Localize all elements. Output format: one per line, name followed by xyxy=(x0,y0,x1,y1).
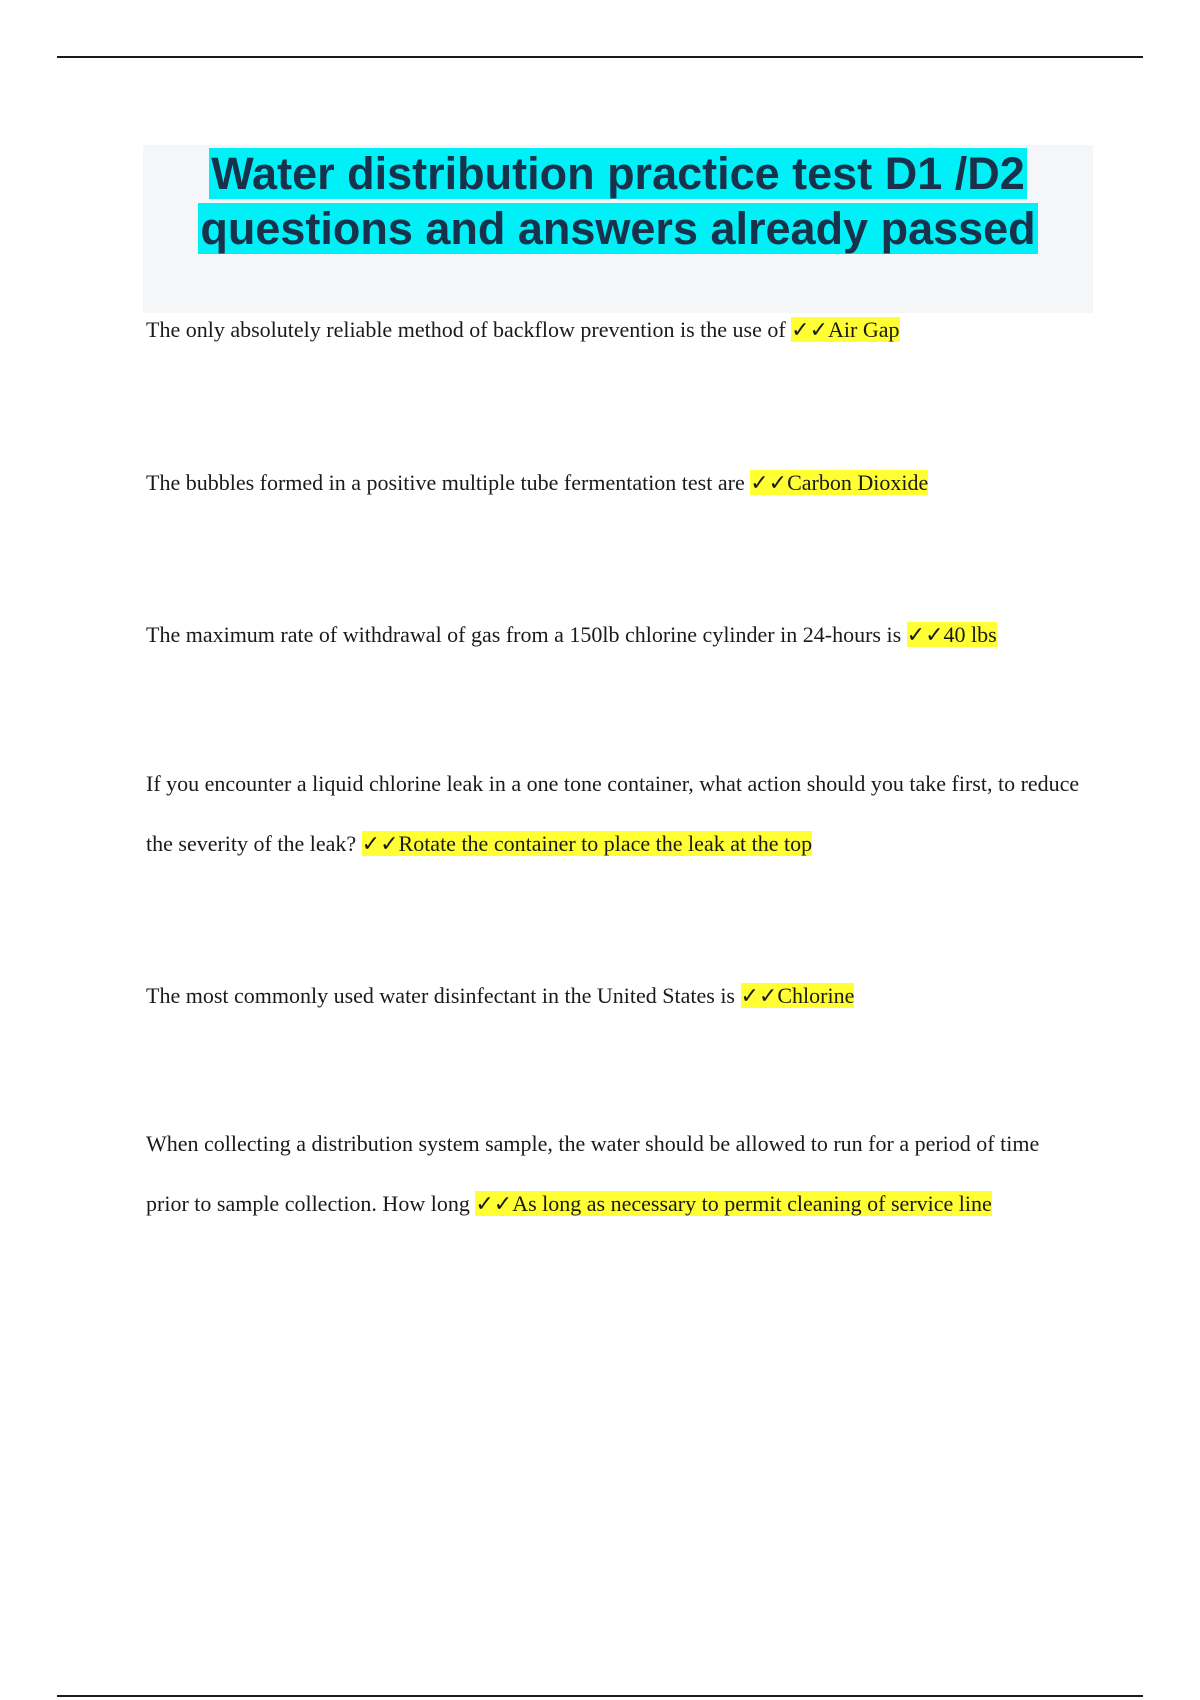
answer-highlight xyxy=(907,622,997,647)
answer-highlight xyxy=(475,1191,991,1216)
question-text: The bubbles formed in a positive multiple tube fermentation test are xyxy=(146,470,751,495)
qa-item xyxy=(146,605,1086,665)
qa-item xyxy=(146,1114,1086,1234)
answer-highlight xyxy=(741,983,855,1008)
qa-item xyxy=(146,453,1086,513)
answer-highlight xyxy=(750,470,928,495)
check-icon: ✓✓ xyxy=(475,1191,513,1216)
check-icon: ✓✓ xyxy=(791,317,829,342)
answer-text: 40 lbs xyxy=(943,622,997,647)
qa-item xyxy=(146,966,1086,1026)
qa-item xyxy=(146,300,1086,360)
answer-text: Rotate the container to place the leak at the top xyxy=(398,831,813,856)
check-icon: ✓✓ xyxy=(906,622,944,647)
question-text: The maximum rate of withdrawal of gas from a 150lb chlorine cylinder in 24-hours is xyxy=(146,622,907,647)
question-text: When collecting a distribution system sample, the water should be allowed to run for a period of time prior to sample collection. How long xyxy=(146,1131,1040,1216)
answer-highlight xyxy=(362,831,812,856)
question-text: The most commonly used water disinfectant in the United States is xyxy=(146,983,741,1008)
answer-text: As long as necessary to permit cleaning of service line xyxy=(512,1191,992,1216)
title-line-1: Water distribution practice test D1 /D2 xyxy=(211,148,1025,199)
bottom-rule xyxy=(57,1695,1143,1697)
qa-item xyxy=(146,754,1086,874)
check-icon: ✓✓ xyxy=(740,983,778,1008)
check-icon: ✓✓ xyxy=(361,831,399,856)
question-text: The only absolutely reliable method of backflow prevention is the use of xyxy=(146,317,792,342)
answer-text: Air Gap xyxy=(828,317,900,342)
answer-text: Carbon Dioxide xyxy=(787,470,929,495)
answer-text: Chlorine xyxy=(777,983,855,1008)
top-rule xyxy=(57,56,1143,58)
title-line-2: questions and answers already passed xyxy=(200,203,1036,254)
question-text: If you encounter a liquid chlorine leak in a one tone container, what action should you take first, to reduce the severity of the leak? xyxy=(146,771,1080,856)
answer-highlight xyxy=(791,317,899,342)
document-title xyxy=(143,146,1093,256)
check-icon: ✓✓ xyxy=(750,470,788,495)
